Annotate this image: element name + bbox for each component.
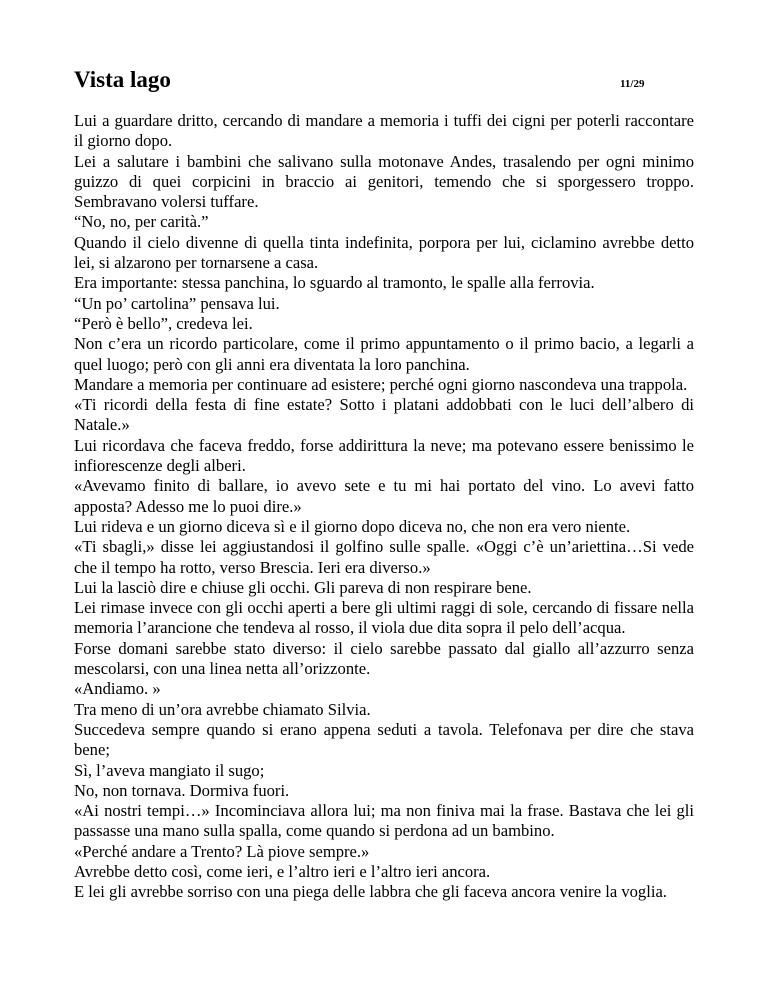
paragraph: «Ti sbagli,» disse lei aggiustandosi il golfino sulle spalle. «Oggi c’è un’ariettina…Si vede che il tempo ha rotto, verso Brescia. Ieri era diverso.» — [74, 537, 694, 577]
paragraph: Tra meno di un’ora avrebbe chiamato Silvia. — [74, 699, 371, 719]
paragraph: Succedeva sempre quando si erano appena seduti a tavola. Telefonava per dire che stava bene; — [74, 719, 694, 760]
paragraph: Lei rimase invece con gli occhi aperti a bere gli ultimi raggi di sole, cercando di fissare nella memoria l’arancione che tendeva al rosso, il viola due dita sopra il pelo dell’acqua. — [74, 598, 694, 638]
page-title: Vista lago — [74, 67, 171, 92]
paragraph: «Ai nostri tempi…» Incominciava allora lui; ma non finiva mai la frase. Bastava che lei gli passasse una mano sulla spalla, come quando si perdona ad un bambino. — [74, 801, 694, 841]
body-text — [74, 111, 694, 903]
paragraph: “No, no, per carità.” — [74, 212, 209, 232]
document-page — [74, 66, 694, 903]
paragraph: «Perché andare a Trento? Là piove sempre.» — [74, 841, 370, 861]
paragraph: No, non tornava. Dormiva fuori. — [74, 780, 290, 800]
paragraph: Lui la lasciò dire e chiuse gli occhi. Gli pareva di non respirare bene. — [74, 577, 532, 597]
paragraph: «Andiamo. » — [74, 679, 161, 699]
paragraph: Sì, l’aveva mangiato il sugo; — [74, 760, 265, 780]
paragraph: E lei gli avrebbe sorriso con una piega delle labbra che gli faceva ancora venire la voglia. — [74, 882, 667, 902]
page-header — [74, 66, 694, 106]
paragraph: Lui ricordava che faceva freddo, forse addirittura la neve; ma potevano essere benissimo le infiorescenze degli alberi. — [74, 435, 694, 476]
paragraph: Lei a salutare i bambini che salivano sulla motonave Andes, trasalendo per ogni minimo guizzo di quei corpicini in braccio ai genitori, temendo che si sporgessero troppo. Sembravano volersi tuffare. — [74, 151, 694, 212]
paragraph: Non c’era un ricordo particolare, come il primo appuntamento o il primo bacio, a legarli a quel luogo; però con gli anni era diventata la loro panchina. — [74, 334, 694, 374]
paragraph: “Un po’ cartolina” pensava lui. — [74, 293, 280, 313]
paragraph: “Però è bello”, credeva lei. — [74, 313, 253, 333]
paragraph: Quando il cielo divenne di quella tinta indefinita, porpora per lui, ciclamino avrebbe detto lei, si alzarono per tornarsene a casa. — [74, 232, 694, 273]
paragraph: Lui a guardare dritto, cercando di mandare a memoria i tuffi dei cigni per poterli raccontare il giorno dopo. — [74, 111, 694, 151]
paragraph: «Ti ricordi della festa di fine estate? Sotto i platani addobbati con le luci dell’albero di Natale.» — [74, 395, 694, 435]
page-number: 11/29 — [620, 78, 645, 90]
paragraph: «Avevamo finito di ballare, io avevo sete e tu mi hai portato del vino. Lo avevi fatto apposta? Adesso me lo puoi dire.» — [74, 476, 694, 516]
paragraph: Avrebbe detto così, come ieri, e l’altro ieri e l’altro ieri ancora. — [74, 861, 491, 881]
paragraph: Era importante: stessa panchina, lo sguardo al tramonto, le spalle alla ferrovia. — [74, 273, 595, 293]
paragraph: Mandare a memoria per continuare ad esistere; perché ogni giorno nascondeva una trappola. — [74, 374, 688, 394]
paragraph: Lui rideva e un giorno diceva sì e il giorno dopo diceva no, che non era vero niente. — [74, 516, 631, 536]
paragraph: Forse domani sarebbe stato diverso: il cielo sarebbe passato dal giallo all’azzurro senza mescolarsi, con una linea netta all’orizzonte. — [74, 638, 694, 679]
